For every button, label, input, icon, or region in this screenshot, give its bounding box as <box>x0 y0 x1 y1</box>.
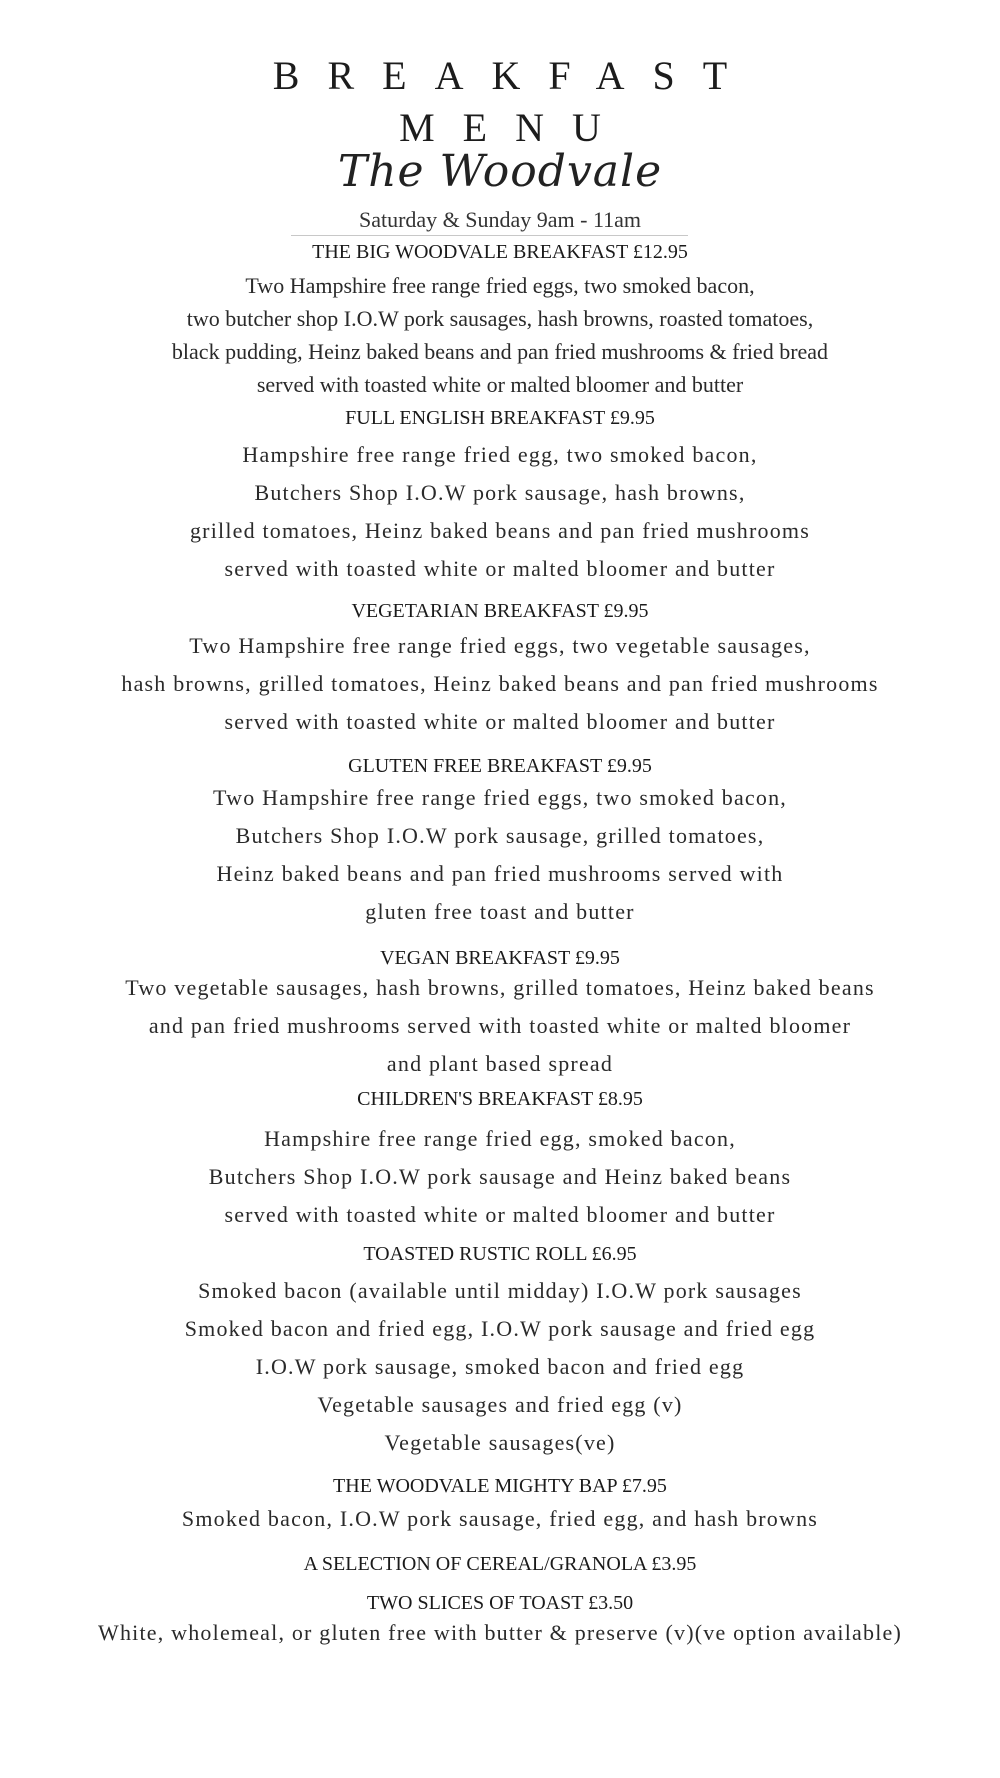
section-line: Butchers Shop I.O.W pork sausage, hash browns, <box>254 480 746 505</box>
section-line: Two Hampshire free range fried eggs, two smoked bacon, <box>213 785 787 810</box>
section-line: Hampshire free range fried egg, smoked bacon, <box>264 1126 736 1151</box>
section-line: Two Hampshire free range fried eggs, two smoked bacon, <box>245 273 755 298</box>
header-divider <box>291 235 688 236</box>
section-line: Two Hampshire free range fried eggs, two vegetable sausages, <box>189 633 811 658</box>
section-heading-childrens: CHILDREN'S BREAKFAST £8.95 <box>357 1088 643 1110</box>
section-line: served with toasted white or malted bloomer and butter <box>224 556 776 581</box>
section-line: two butcher shop I.O.W pork sausages, hash browns, roasted tomatoes, <box>186 306 814 331</box>
section-line: Smoked bacon (available until midday) I.O.W pork sausages <box>198 1278 802 1303</box>
section-line: White, wholemeal, or gluten free with butter & preserve (v)(ve option available) <box>97 1620 902 1645</box>
section-line: hash browns, grilled tomatoes, Heinz baked beans and pan fried mushrooms <box>121 671 879 696</box>
section-line: gluten free toast and butter <box>365 899 635 924</box>
section-line: Smoked bacon and fried egg, I.O.W pork sausage and fried egg <box>184 1316 816 1341</box>
section-line: Vegetable sausages(ve) <box>384 1430 616 1455</box>
section-line: I.O.W pork sausage, smoked bacon and fried egg <box>255 1354 745 1379</box>
opening-hours: Saturday & Sunday 9am - 11am <box>358 207 642 232</box>
section-line: grilled tomatoes, Heinz baked beans and pan fried mushrooms <box>189 518 811 543</box>
section-line: black pudding, Heinz baked beans and pan fried mushrooms & fried bread <box>171 339 829 364</box>
section-heading-full-english: FULL ENGLISH BREAKFAST £9.95 <box>345 407 655 429</box>
section-heading-vegan: VEGAN BREAKFAST £9.95 <box>380 947 620 969</box>
section-heading-toast: TWO SLICES OF TOAST £3.50 <box>366 1592 634 1614</box>
section-line: and pan fried mushrooms served with toasted white or malted bloomer <box>148 1013 852 1038</box>
section-line: and plant based spread <box>386 1051 614 1076</box>
section-heading-rustic-roll: TOASTED RUSTIC ROLL £6.95 <box>363 1243 637 1265</box>
section-heading-big-woodvale: THE BIG WOODVALE BREAKFAST £12.95 <box>312 241 688 263</box>
menu-title-line-2: MENU <box>399 105 629 150</box>
section-line: Heinz baked beans and pan fried mushrooms served with <box>216 861 784 886</box>
section-heading-vegetarian: VEGETARIAN BREAKFAST £9.95 <box>351 600 649 622</box>
section-heading-cereal: A SELECTION OF CEREAL/GRANOLA £3.95 <box>303 1553 697 1575</box>
section-line: Butchers Shop I.O.W pork sausage and Heinz baked beans <box>208 1164 792 1189</box>
section-line: Smoked bacon, I.O.W pork sausage, fried egg, and hash browns <box>181 1506 819 1531</box>
section-line: Butchers Shop I.O.W pork sausage, grilled tomatoes, <box>235 823 765 848</box>
section-heading-gluten-free: GLUTEN FREE BREAKFAST £9.95 <box>348 755 652 777</box>
menu-title-line-1: BREAKFAST <box>272 53 756 98</box>
section-line: Vegetable sausages and fried egg (v) <box>317 1392 683 1417</box>
brand-logo-script: The Woodvale <box>337 146 663 197</box>
section-line: served with toasted white or malted bloomer and butter <box>224 709 776 734</box>
section-line: served with toasted white or malted bloomer and butter <box>224 1202 776 1227</box>
section-line: Hampshire free range fried egg, two smoked bacon, <box>242 442 758 467</box>
section-line: Two vegetable sausages, hash browns, grilled tomatoes, Heinz baked beans <box>125 975 875 1000</box>
section-heading-mighty-bap: THE WOODVALE MIGHTY BAP £7.95 <box>333 1475 667 1497</box>
section-line: served with toasted white or malted bloomer and butter <box>256 372 744 397</box>
